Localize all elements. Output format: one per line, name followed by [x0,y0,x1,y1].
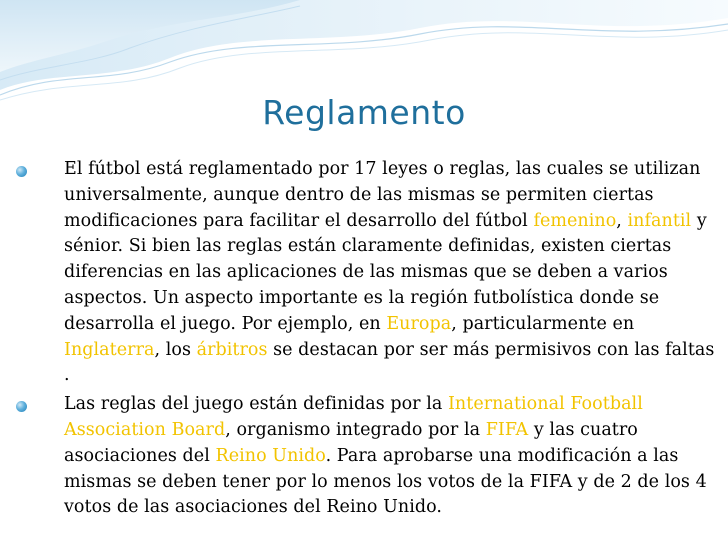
text-run: . Para aprobarse una modificación a las mismas se deben tener por lo menos los votos de la FIFA y de 2 de los 4 votos de las asociaciones del Reino Unido. [64,445,707,518]
text-run: Las reglas del juego están definidas por la [64,394,448,415]
text-run: El fútbol está reglamentado por 17 leyes o reglas, las cuales se utilizan universalmente, aunque dentro de las mismas se permiten ciertas modificaciones para facilitar el desarrollo del fútbol [64,159,701,231]
link-europa[interactable]: Europa [386,313,452,334]
link-femenino[interactable]: femenino [533,210,617,231]
bullet-icon [16,166,27,177]
text-run: , organismo integrado por la [225,419,486,440]
bullet-item [16,157,716,389]
bullet-text [64,392,716,521]
text-run: y sénior. Si bien las reglas están claramente definidas, existen ciertas diferencias en las aplicaciones de las mismas que se deben a varios aspectos. Un aspecto importante es la región futbolística donde se desarrolla el juego. Por ejemplo, en [64,210,707,334]
text-run: se destacan por ser más permisivos con las faltas . [64,339,715,386]
bullet-item [16,392,716,521]
text-run: , particularmente en [451,313,635,334]
text-run: , [616,210,628,231]
link-arbitros[interactable]: árbitros [196,339,268,360]
slide-body [16,157,716,524]
link-fifa[interactable]: FIFA [485,419,529,440]
text-run: , los [154,339,197,360]
link-reino-unido[interactable]: Reino Unido [215,445,326,466]
bullet-icon [16,401,27,412]
bullet-text [64,157,716,389]
link-infantil[interactable]: infantil [627,210,692,231]
link-ifab[interactable]: International Football Association Board [64,394,643,440]
slide-title: Reglamento [262,93,466,132]
text-run: y las cuatro asociaciones del [64,419,638,466]
link-inglaterra[interactable]: Inglaterra [64,339,155,360]
